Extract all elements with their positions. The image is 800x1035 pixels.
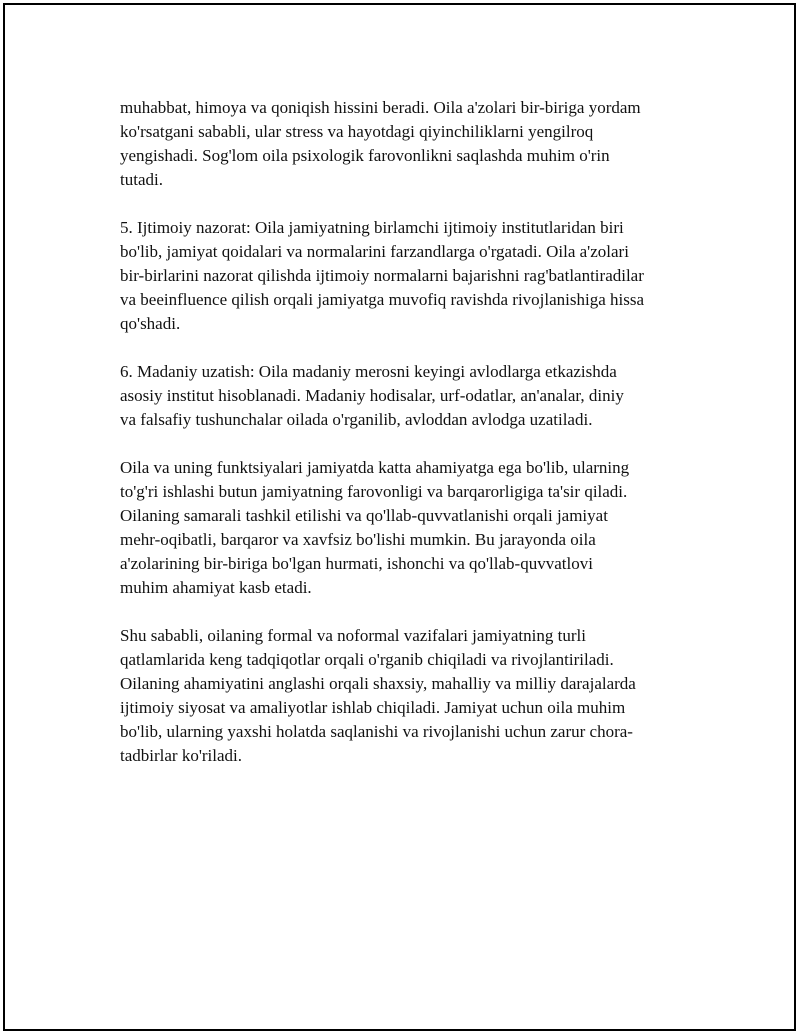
document-page	[3, 3, 796, 1031]
text-line: muhim ahamiyat kasb etadi.	[120, 578, 312, 597]
text-line: qo'shadi.	[120, 314, 181, 333]
text-line: tadbirlar ko'riladi.	[120, 746, 243, 765]
text-line: yengishadi. Sog'lom oila psixologik farovonlikni saqlashda muhim o'rin	[120, 146, 610, 165]
text-line: va falsafiy tushunchalar oilada o'rganilib, avloddan avlodga uzatiladi.	[120, 410, 593, 429]
text-line: 5. Ijtimoiy nazorat: Oila jamiyatning birlamchi ijtimoiy institutlaridan biri	[120, 218, 624, 237]
paragraph-family-functions	[120, 456, 705, 600]
text-line: Oilaning ahamiyatini anglashi orqali shaxsiy, mahalliy va milliy darajalarda	[120, 674, 636, 693]
text-line: asosiy institut hisoblanadi. Madaniy hodisalar, urf-odatlar, an'analar, diniy	[120, 386, 624, 405]
text-line: bo'lib, ularning yaxshi holatda saqlanishi va rivojlanishi uchun zarur chora-	[120, 722, 633, 741]
text-line: ko'rsatgani sababli, ular stress va hayotdagi qiyinchiliklarni yengilroq	[120, 122, 594, 141]
paragraph-conclusion	[120, 624, 705, 768]
text-line: to'g'ri ishlashi butun jamiyatning farovonligi va barqarorligiga ta'sir qiladi.	[120, 482, 628, 501]
text-line: va beeinfluence qilish orqali jamiyatga muvofiq ravishda rivojlanishiga hissa	[120, 290, 645, 309]
text-line: muhabbat, himoya va qoniqish hissini beradi. Oila a'zolari bir-biriga yordam	[120, 98, 641, 117]
text-line: Oila va uning funktsiyalari jamiyatda katta ahamiyatga ega bo'lib, ularning	[120, 458, 630, 477]
paragraph-psychological-support	[120, 96, 705, 192]
text-line: Oilaning samarali tashkil etilishi va qo'llab-quvvatlanishi orqali jamiyat	[120, 506, 608, 525]
text-line: bo'lib, jamiyat qoidalari va normalarini farzandlarga o'rgatadi. Oila a'zolari	[120, 242, 629, 261]
text-line: Shu sababli, oilaning formal va noformal vazifalari jamiyatning turli	[120, 626, 586, 645]
text-line: a'zolarining bir-biriga bo'lgan hurmati, ishonchi va qo'llab-quvvatlovi	[120, 554, 593, 573]
text-line: qatlamlarida keng tadqiqotlar orqali o'rganib chiqiladi va rivojlantiriladi.	[120, 650, 614, 669]
text-line: bir-birlarini nazorat qilishda ijtimoiy normalarni bajarishni rag'batlantiradilar	[120, 266, 644, 285]
document-body	[120, 96, 705, 792]
paragraph-social-control	[120, 216, 705, 336]
paragraph-cultural-transmission	[120, 360, 705, 432]
text-line: tutadi.	[120, 170, 163, 189]
text-line: 6. Madaniy uzatish: Oila madaniy merosni keyingi avlodlarga etkazishda	[120, 362, 617, 381]
text-line: ijtimoiy siyosat va amaliyotlar ishlab chiqiladi. Jamiyat uchun oila muhim	[120, 698, 626, 717]
text-line: mehr-oqibatli, barqaror va xavfsiz bo'lishi mumkin. Bu jarayonda oila	[120, 530, 596, 549]
